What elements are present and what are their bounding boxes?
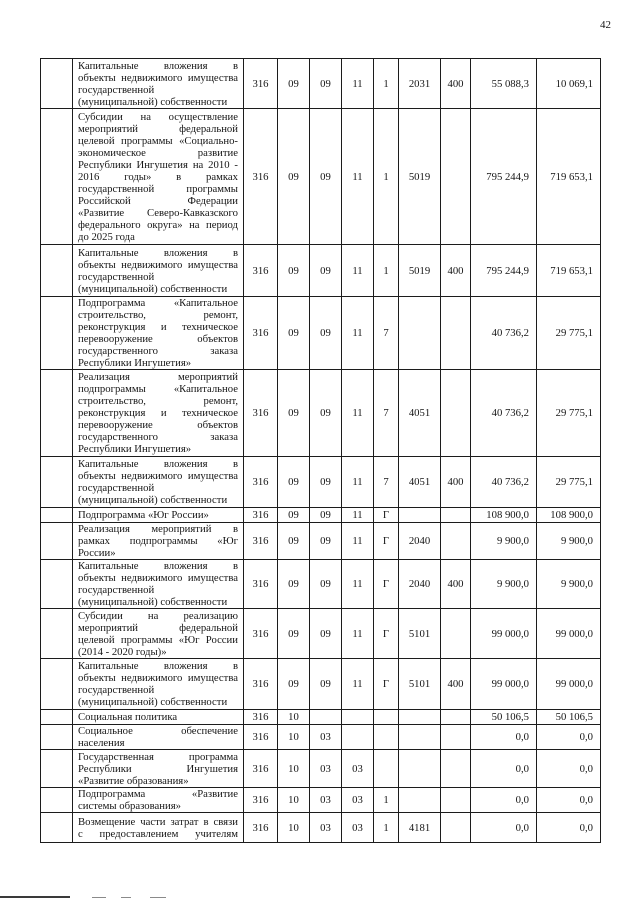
scan-artifact-line	[0, 896, 70, 898]
direction-code-cell	[399, 725, 441, 750]
expense-type-cell	[441, 788, 471, 813]
description-line: экономическое развитие	[78, 146, 238, 159]
description-cell	[73, 457, 244, 508]
direction-code-cell	[399, 297, 441, 370]
direction-code-cell: 5019	[399, 109, 441, 245]
page-number: 42	[600, 19, 611, 31]
description-line: государственной программы	[78, 182, 238, 195]
program-code-cell: 03	[342, 750, 374, 788]
section-code-cell: 10	[278, 725, 310, 750]
description-line: Капитальные вложения в	[78, 660, 238, 672]
description-line: (муниципальной) собственности	[78, 494, 228, 506]
description-line: Республики Ингушетия»	[78, 443, 192, 455]
expense-type-cell	[441, 609, 471, 659]
ministry-code-cell: 316	[244, 725, 278, 750]
expense-type-cell	[441, 370, 471, 457]
expense-type-cell	[441, 813, 471, 843]
amount-year-1-cell: 50 106,5	[471, 710, 537, 725]
ministry-code-cell: 316	[244, 609, 278, 659]
amount-year-2-cell: 9 900,0	[537, 523, 601, 560]
description-line: строительство, ремонт,	[78, 395, 238, 407]
blank-cell	[41, 297, 73, 370]
direction-code-cell	[399, 508, 441, 523]
amount-year-2-cell: 29 775,1	[537, 457, 601, 508]
amount-year-1-cell: 55 088,3	[471, 59, 537, 109]
subsection-code-cell: 03	[310, 813, 342, 843]
description-line: Государственная программа	[78, 750, 238, 763]
description-line: с предоставлением учителям	[78, 827, 238, 840]
direction-code-cell: 2031	[399, 59, 441, 109]
section-code-cell: 09	[278, 245, 310, 297]
table-row	[41, 370, 601, 457]
blank-cell	[41, 725, 73, 750]
description-cell	[73, 370, 244, 457]
description-cell	[73, 560, 244, 609]
table-row	[41, 109, 601, 245]
amount-year-1-cell: 795 244,9	[471, 109, 537, 245]
section-code-cell: 09	[278, 523, 310, 560]
description-line: государственной	[78, 684, 155, 696]
subsection-code-cell: 03	[310, 725, 342, 750]
subsection-code-cell: 03	[310, 788, 342, 813]
table-row	[41, 750, 601, 788]
subsection-code-cell: 09	[310, 109, 342, 245]
description-line: перевооружение объектов	[78, 333, 238, 345]
program-code-cell: 11	[342, 457, 374, 508]
blank-cell	[41, 750, 73, 788]
description-line: перевооружение объектов	[78, 419, 238, 431]
direction-code-cell: 5101	[399, 659, 441, 710]
description-line: Республики Ингушетия	[78, 762, 238, 775]
ministry-code-cell: 316	[244, 59, 278, 109]
amount-year-1-cell: 795 244,9	[471, 245, 537, 297]
description-line: Субсидии на осуществление	[78, 110, 238, 123]
expense-type-cell	[441, 725, 471, 750]
description-line: Подпрограмма «Капитальное	[78, 297, 238, 309]
amount-year-1-cell: 9 900,0	[471, 560, 537, 609]
section-code-cell: 09	[278, 609, 310, 659]
direction-code-cell	[399, 788, 441, 813]
description-line: реконструкция и техническое	[78, 321, 238, 333]
direction-code-cell: 5019	[399, 245, 441, 297]
description-line: Социальная политика	[78, 711, 178, 723]
description-line: мероприятий федеральной	[78, 122, 238, 135]
blank-cell	[41, 109, 73, 245]
description-line: Субсидии на реализацию	[78, 609, 238, 622]
ministry-code-cell: 316	[244, 370, 278, 457]
table-row	[41, 457, 601, 508]
section-code-cell: 09	[278, 297, 310, 370]
description-line: объекты недвижимого имущества	[78, 672, 238, 684]
description-line: Социальное обеспечение	[78, 725, 238, 737]
table-row	[41, 59, 601, 109]
section-code-cell: 09	[278, 560, 310, 609]
description-line: 2016 годы» в рамках	[78, 170, 238, 183]
subsection-code-cell: 03	[310, 750, 342, 788]
section-code-cell: 09	[278, 508, 310, 523]
description-cell	[73, 750, 244, 788]
subprogram-code-cell: 1	[374, 245, 399, 297]
program-code-cell: 11	[342, 523, 374, 560]
description-line: реконструкция и техническое	[78, 407, 238, 419]
amount-year-2-cell: 0,0	[537, 725, 601, 750]
program-code-cell: 03	[342, 813, 374, 843]
table-row	[41, 725, 601, 750]
table-row	[41, 813, 601, 843]
program-code-cell: 11	[342, 609, 374, 659]
description-line: целевой программы «Юг России	[78, 633, 238, 646]
description-cell	[73, 297, 244, 370]
expense-type-cell: 400	[441, 59, 471, 109]
description-line: объекты недвижимого имущества	[78, 71, 238, 84]
blank-cell	[41, 457, 73, 508]
description-line: государственной	[78, 270, 155, 283]
subprogram-code-cell: 7	[374, 297, 399, 370]
blank-cell	[41, 508, 73, 523]
blank-cell	[41, 609, 73, 659]
description-line: мероприятий федеральной	[78, 621, 238, 634]
ministry-code-cell: 316	[244, 245, 278, 297]
subprogram-code-cell: Г	[374, 659, 399, 710]
description-cell	[73, 109, 244, 245]
program-code-cell: 11	[342, 245, 374, 297]
section-code-cell: 09	[278, 109, 310, 245]
amount-year-1-cell: 0,0	[471, 750, 537, 788]
description-line: населения	[78, 737, 125, 749]
table-row	[41, 609, 601, 659]
description-line: (2014 - 2020 годы)»	[78, 645, 167, 658]
direction-code-cell: 4051	[399, 457, 441, 508]
table-row	[41, 710, 601, 725]
expense-type-cell: 400	[441, 245, 471, 297]
description-line: (муниципальной) собственности	[78, 596, 228, 608]
direction-code-cell: 5101	[399, 609, 441, 659]
direction-code-cell: 2040	[399, 560, 441, 609]
description-cell	[73, 59, 244, 109]
subprogram-code-cell	[374, 750, 399, 788]
program-code-cell: 11	[342, 109, 374, 245]
description-line: Капитальные вложения в	[78, 246, 238, 259]
amount-year-2-cell: 29 775,1	[537, 297, 601, 370]
direction-code-cell: 2040	[399, 523, 441, 560]
amount-year-1-cell: 0,0	[471, 725, 537, 750]
description-line: (муниципальной) собственности	[78, 95, 228, 108]
subprogram-code-cell: Г	[374, 523, 399, 560]
subprogram-code-cell	[374, 725, 399, 750]
amount-year-2-cell: 719 653,1	[537, 109, 601, 245]
description-line: объекты недвижимого имущества	[78, 470, 238, 482]
expense-type-cell: 400	[441, 659, 471, 710]
amount-year-1-cell: 40 736,2	[471, 457, 537, 508]
description-line: объекты недвижимого имущества	[78, 258, 238, 271]
direction-code-cell	[399, 750, 441, 788]
table-row	[41, 560, 601, 609]
program-code-cell	[342, 725, 374, 750]
section-code-cell: 10	[278, 750, 310, 788]
description-line: (муниципальной) собственности	[78, 282, 228, 295]
description-line: «Развитие образования»	[78, 774, 189, 787]
section-code-cell: 10	[278, 788, 310, 813]
blank-cell	[41, 659, 73, 710]
subprogram-code-cell: 1	[374, 109, 399, 245]
description-line: Республики Ингушетия»	[78, 357, 192, 369]
ministry-code-cell: 316	[244, 788, 278, 813]
expense-type-cell	[441, 109, 471, 245]
amount-year-1-cell: 0,0	[471, 813, 537, 843]
blank-cell	[41, 710, 73, 725]
subsection-code-cell: 09	[310, 508, 342, 523]
description-line: государственной	[78, 83, 155, 96]
ministry-code-cell: 316	[244, 813, 278, 843]
program-code-cell: 11	[342, 297, 374, 370]
section-code-cell: 10	[278, 710, 310, 725]
description-line: до 2025 года	[78, 230, 135, 243]
description-line: государственного заказа	[78, 345, 238, 357]
subsection-code-cell: 09	[310, 659, 342, 710]
description-cell	[73, 659, 244, 710]
table-row	[41, 508, 601, 523]
amount-year-2-cell: 0,0	[537, 813, 601, 843]
program-code-cell: 11	[342, 508, 374, 523]
subprogram-code-cell: 7	[374, 370, 399, 457]
description-line: Капитальные вложения в	[78, 458, 238, 470]
subsection-code-cell: 09	[310, 245, 342, 297]
description-line: рамках подпрограммы «Юг	[78, 535, 238, 547]
description-cell	[73, 523, 244, 560]
expense-type-cell: 400	[441, 457, 471, 508]
subprogram-code-cell: 1	[374, 813, 399, 843]
amount-year-2-cell: 0,0	[537, 750, 601, 788]
amount-year-1-cell: 9 900,0	[471, 523, 537, 560]
description-line: (муниципальной) собственности	[78, 696, 228, 708]
subsection-code-cell: 09	[310, 59, 342, 109]
amount-year-2-cell: 10 069,1	[537, 59, 601, 109]
expense-type-cell: 400	[441, 560, 471, 609]
subprogram-code-cell: Г	[374, 609, 399, 659]
description-line: Российской Федерации	[78, 194, 238, 207]
description-line: объекты недвижимого имущества	[78, 572, 238, 584]
description-line: России»	[78, 547, 116, 559]
amount-year-1-cell: 0,0	[471, 788, 537, 813]
subprogram-code-cell: Г	[374, 508, 399, 523]
ministry-code-cell: 316	[244, 750, 278, 788]
amount-year-1-cell: 40 736,2	[471, 297, 537, 370]
ministry-code-cell: 316	[244, 659, 278, 710]
subprogram-code-cell	[374, 710, 399, 725]
ministry-code-cell: 316	[244, 297, 278, 370]
subsection-code-cell: 09	[310, 297, 342, 370]
blank-cell	[41, 788, 73, 813]
description-cell	[73, 813, 244, 843]
subprogram-code-cell: 1	[374, 59, 399, 109]
program-code-cell	[342, 710, 374, 725]
description-line: Реализация мероприятий в	[78, 523, 238, 535]
subsection-code-cell: 09	[310, 457, 342, 508]
amount-year-1-cell: 99 000,0	[471, 609, 537, 659]
scan-artifact-line	[92, 897, 106, 898]
program-code-cell: 11	[342, 59, 374, 109]
expense-type-cell	[441, 750, 471, 788]
description-line: Подпрограмма «Юг России»	[78, 509, 209, 521]
description-line: Капитальные вложения в	[78, 59, 238, 72]
subprogram-code-cell: 1	[374, 788, 399, 813]
direction-code-cell: 4181	[399, 813, 441, 843]
amount-year-1-cell: 40 736,2	[471, 370, 537, 457]
amount-year-2-cell: 99 000,0	[537, 609, 601, 659]
subsection-code-cell: 09	[310, 370, 342, 457]
amount-year-2-cell: 719 653,1	[537, 245, 601, 297]
expense-type-cell	[441, 523, 471, 560]
subsection-code-cell: 09	[310, 609, 342, 659]
description-line: строительство, ремонт,	[78, 309, 238, 321]
description-cell	[73, 710, 244, 725]
description-line: подпрограммы «Капитальное	[78, 383, 238, 395]
description-cell	[73, 245, 244, 297]
ministry-code-cell: 316	[244, 508, 278, 523]
description-line: Возмещение части затрат в связи	[78, 815, 238, 828]
amount-year-2-cell: 29 775,1	[537, 370, 601, 457]
amount-year-2-cell: 50 106,5	[537, 710, 601, 725]
budget-table	[40, 58, 601, 843]
section-code-cell: 09	[278, 370, 310, 457]
description-cell	[73, 508, 244, 523]
description-line: государственного заказа	[78, 431, 238, 443]
blank-cell	[41, 523, 73, 560]
subprogram-code-cell: 7	[374, 457, 399, 508]
amount-year-2-cell: 9 900,0	[537, 560, 601, 609]
section-code-cell: 09	[278, 659, 310, 710]
section-code-cell: 09	[278, 59, 310, 109]
description-line: Подпрограмма «Развитие	[78, 788, 238, 800]
description-line: целевой программы «Социально-	[78, 134, 238, 147]
section-code-cell: 10	[278, 813, 310, 843]
description-line: государственной	[78, 482, 155, 494]
table-row	[41, 245, 601, 297]
scan-artifact-line	[150, 897, 166, 898]
section-code-cell: 09	[278, 457, 310, 508]
subprogram-code-cell: Г	[374, 560, 399, 609]
scan-artifact-line	[121, 897, 131, 898]
description-line: «Развитие Северо-Кавказского	[78, 206, 238, 219]
direction-code-cell: 4051	[399, 370, 441, 457]
description-cell	[73, 609, 244, 659]
description-line: Реализация мероприятий	[78, 371, 238, 383]
budget-table-body	[41, 59, 601, 843]
blank-cell	[41, 370, 73, 457]
ministry-code-cell: 316	[244, 523, 278, 560]
description-cell	[73, 725, 244, 750]
ministry-code-cell: 316	[244, 710, 278, 725]
ministry-code-cell: 316	[244, 109, 278, 245]
description-line: системы образования»	[78, 800, 181, 812]
description-line: Капитальные вложения в	[78, 560, 238, 572]
expense-type-cell	[441, 297, 471, 370]
ministry-code-cell: 316	[244, 560, 278, 609]
description-line: государственной	[78, 584, 155, 596]
subsection-code-cell: 09	[310, 560, 342, 609]
program-code-cell: 11	[342, 370, 374, 457]
amount-year-2-cell: 99 000,0	[537, 659, 601, 710]
subsection-code-cell: 09	[310, 523, 342, 560]
direction-code-cell	[399, 710, 441, 725]
description-line: Республики Ингушетия на 2010 -	[78, 158, 238, 171]
expense-type-cell	[441, 710, 471, 725]
amount-year-2-cell: 108 900,0	[537, 508, 601, 523]
blank-cell	[41, 560, 73, 609]
amount-year-1-cell: 99 000,0	[471, 659, 537, 710]
description-line: федерального округа» на период	[78, 218, 238, 231]
subsection-code-cell	[310, 710, 342, 725]
expense-type-cell	[441, 508, 471, 523]
table-row	[41, 659, 601, 710]
blank-cell	[41, 813, 73, 843]
blank-cell	[41, 245, 73, 297]
amount-year-2-cell: 0,0	[537, 788, 601, 813]
program-code-cell: 03	[342, 788, 374, 813]
blank-cell	[41, 59, 73, 109]
table-row	[41, 523, 601, 560]
table-row	[41, 788, 601, 813]
description-cell	[73, 788, 244, 813]
table-row	[41, 297, 601, 370]
ministry-code-cell: 316	[244, 457, 278, 508]
program-code-cell: 11	[342, 560, 374, 609]
amount-year-1-cell: 108 900,0	[471, 508, 537, 523]
program-code-cell: 11	[342, 659, 374, 710]
